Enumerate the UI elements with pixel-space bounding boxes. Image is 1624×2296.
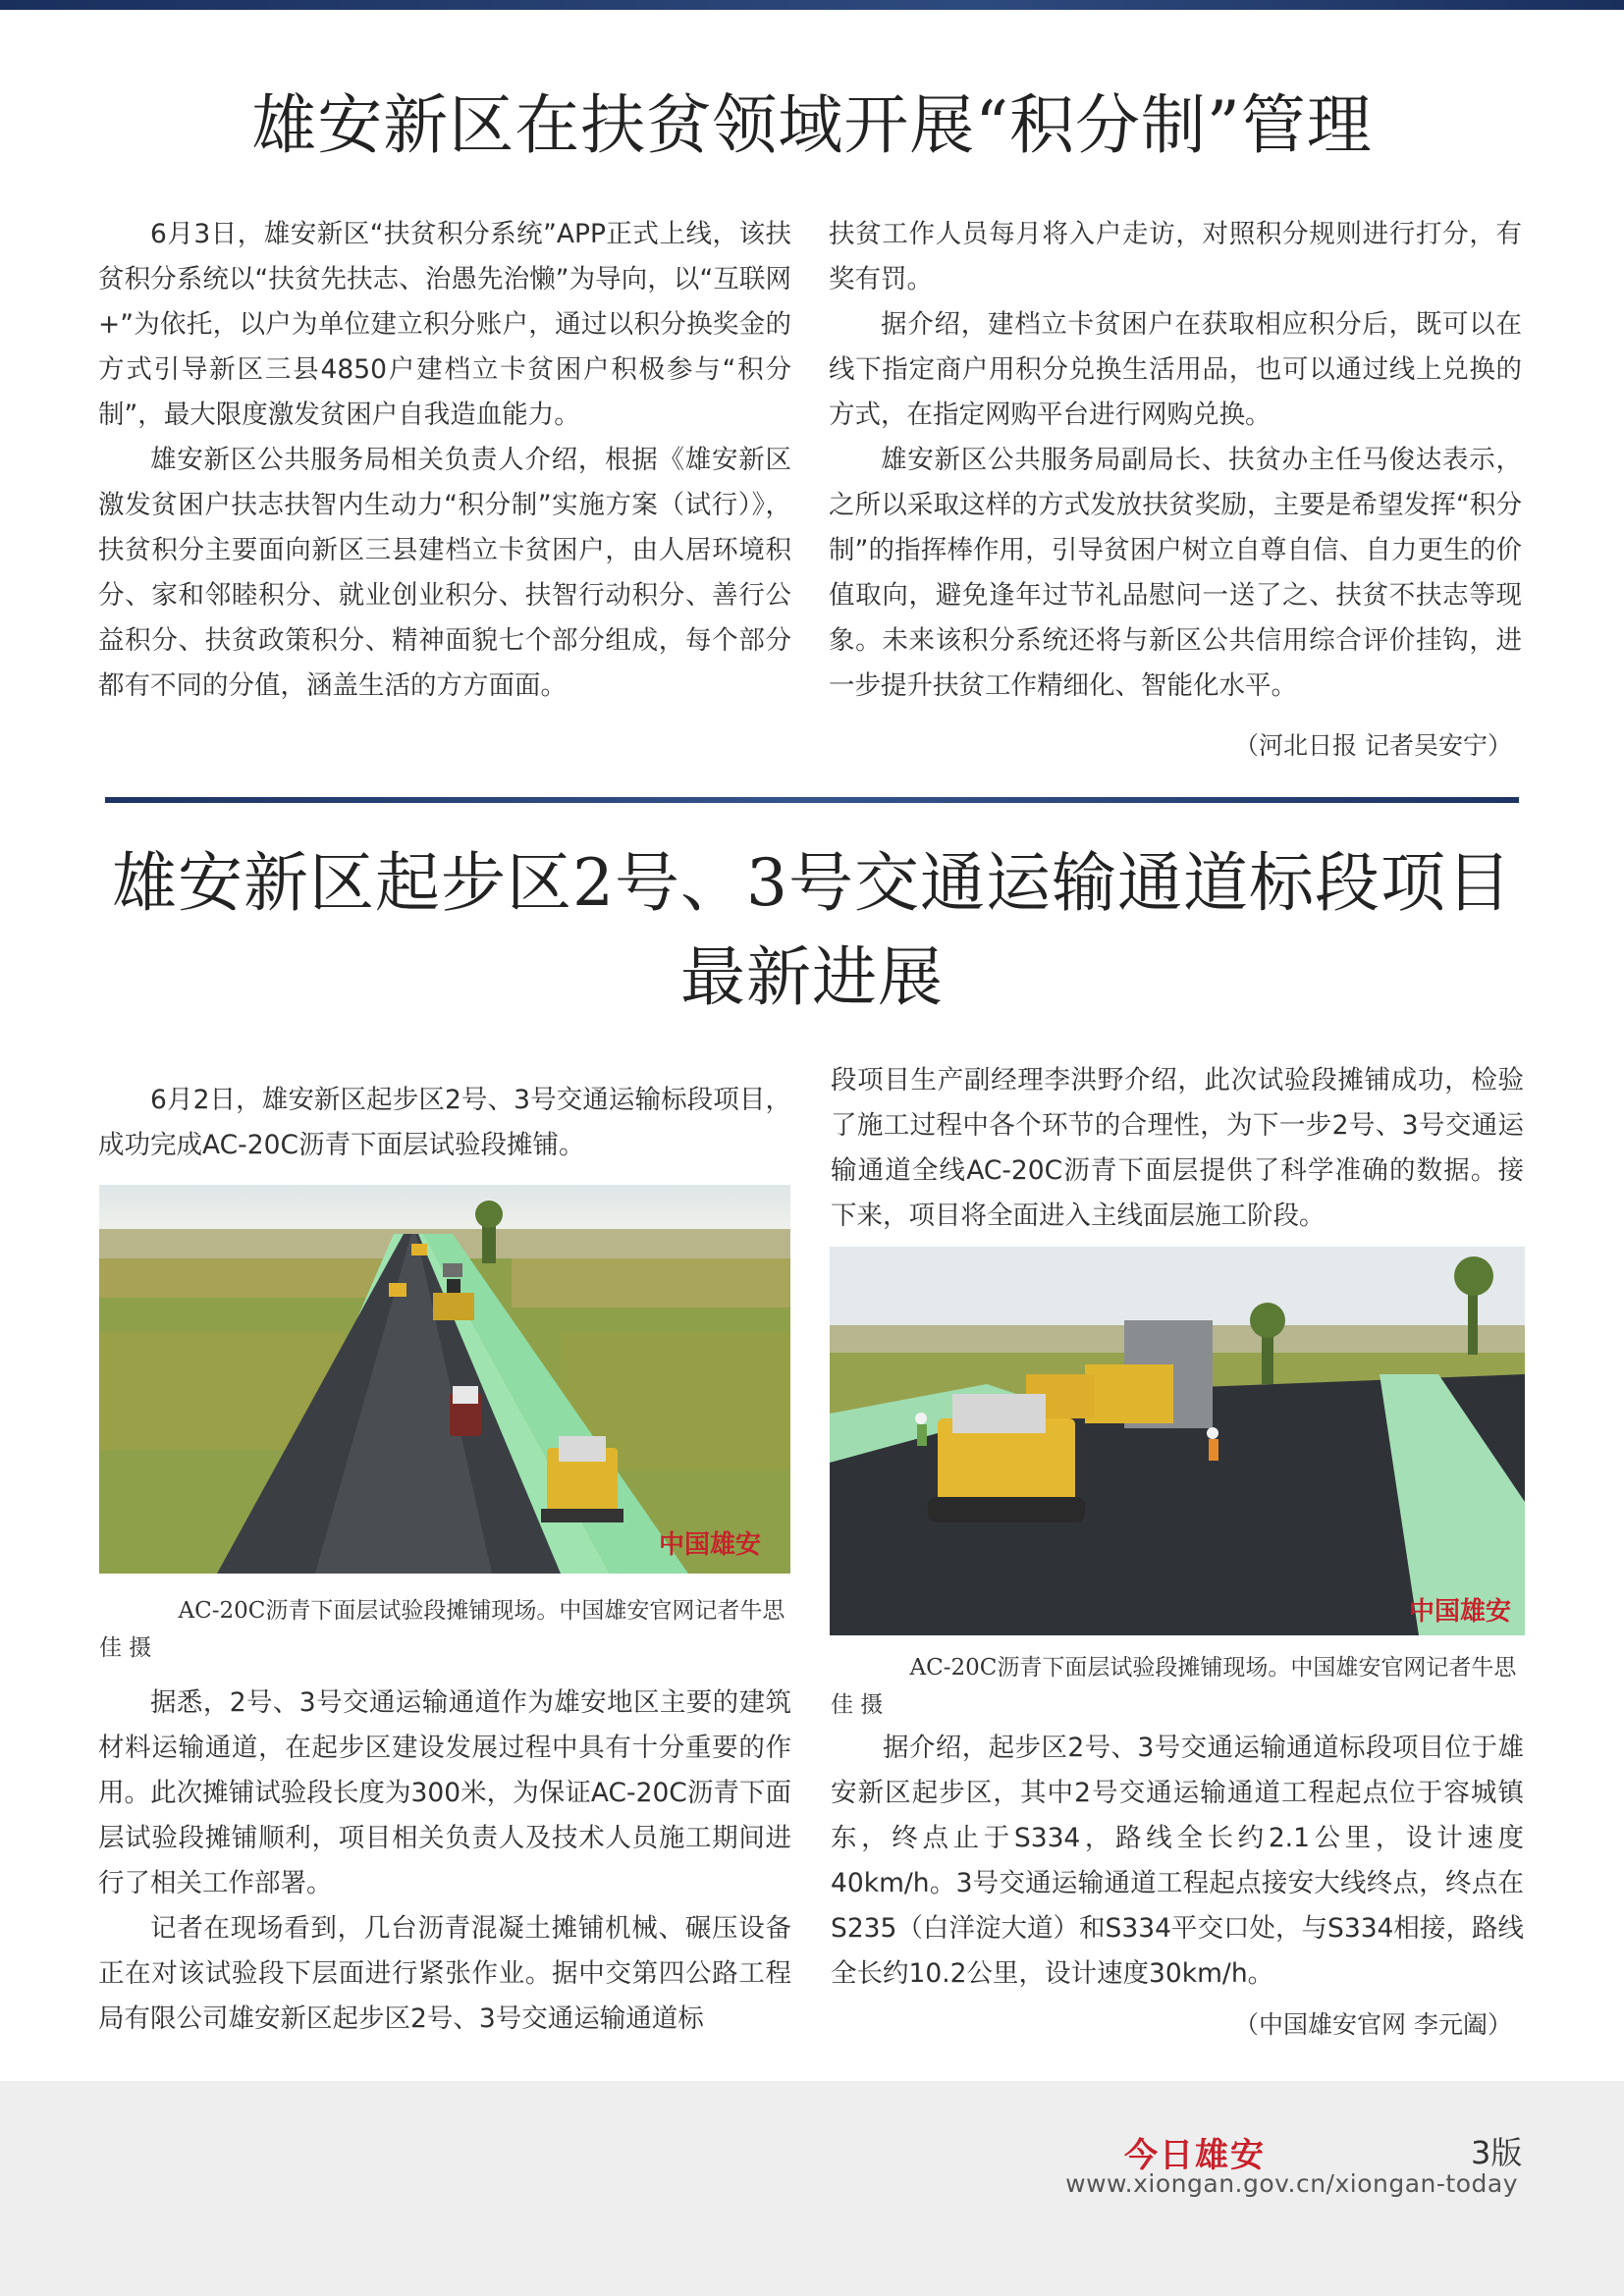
article2-paragraph-2: 记者在现场看到，几台沥青混凝土摊铺机械、碾压设备正在对该试验段下层面进行紧张作业。据中交第四公路工程局有限公司雄安新区起步区2号、3号交通运输通道标 — [98, 1913, 791, 2034]
article2-right-column — [831, 1726, 1524, 1997]
article1-right-column — [829, 212, 1522, 709]
photo2-caption: AC-20C沥青下面层试验段摊铺现场。中国雄安官网记者牛思佳 摄 — [831, 1655, 1517, 1718]
photo1-watermark: 中国雄安 — [659, 1530, 762, 1560]
paving-site-photo-1 — [99, 1185, 790, 1574]
top-accent-bar — [0, 0, 1624, 10]
publication-url[interactable]: www.xiongan.gov.cn/xiongan-today — [1065, 2169, 1518, 2198]
article2-title-line1: 雄安新区起步区2号、3号交通运输通道标段项目 — [112, 845, 1512, 921]
article1-paragraph-continuation: 扶贫工作人员每月将入户走访，对照积分规则进行打分，有奖有罚。 — [829, 219, 1522, 294]
article2-left-column — [98, 1681, 791, 2042]
article2-right-top-column — [831, 1058, 1524, 1239]
article2-paragraph-3: 据介绍，起步区2号、3号交通运输通道标段项目位于雄安新区起步区，其中2号交通运输通道工程起点位于容城镇东，终点止于S334，路线全长约2.1公里，设计速度40km/h。3号交通运输通道工程起点接安大线终点，终点在S235（白洋淀大道）和S334平交口处，与S334相接，路线全长约10.2公里，设计速度30km/h。 — [831, 1733, 1524, 1989]
paving-site-photo-2 — [830, 1247, 1525, 1635]
photo1-caption: AC-20C沥青下面层试验段摊铺现场。中国雄安官网记者牛思佳 摄 — [99, 1598, 785, 1661]
article2-paragraph-continuation: 段项目生产副经理李洪野介绍，此次试验段摊铺成功，检验了施工过程中各个环节的合理性，为下一步2号、3号交通运输通道全线AC-20C沥青下面层提供了科学准确的数据。接下来，项目将全面进入主线面层施工阶段。 — [831, 1065, 1524, 1231]
article1-title: 雄安新区在扶贫领域开展“积分制”管理 — [251, 87, 1373, 163]
article1-byline: （河北日报 记者吴安宁） — [1234, 731, 1512, 760]
article2-intro-paragraph: 6月2日，雄安新区起步区2号、3号交通运输标段项目，成功完成AC-20C沥青下面层试验段摊铺。 — [98, 1085, 791, 1160]
article2-intro-column — [98, 1078, 791, 1168]
article1-left-column — [98, 212, 791, 709]
article2-paragraph-1: 据悉，2号、3号交通运输通道作为雄安地区主要的建筑材料运输通道，在起步区建设发展过程中具有十分重要的作用。此次摊铺试验段长度为300米，为保证AC-20C沥青下面层试验段摊铺顺利，项目相关负责人及技术人员施工期间进行了相关工作部署。 — [98, 1687, 791, 1898]
section-divider — [105, 797, 1519, 803]
paving-aerial-illustration — [99, 1185, 790, 1574]
article2-title-line2: 最新进展 — [680, 939, 944, 1015]
publication-logo: 今日雄安 — [1124, 2136, 1266, 2175]
photo2-watermark: 中国雄安 — [1409, 1597, 1512, 1627]
article1-paragraph-3: 据介绍，建档立卡贫困户在获取相应积分后，既可以在线下指定商户用积分兑换生活用品，也可以通过线上兑换的方式，在指定网购平台进行网购兑换。 — [829, 309, 1522, 430]
article1-paragraph-1: 6月3日，雄安新区“扶贫积分系统”APP正式上线，该扶贫积分系统以“扶贫先扶志、治愚先治懒”为导向，以“互联网+”为依托，以户为单位建立积分账户，通过以积分换奖金的方式引导新区三县4850户建档立卡贫困户积极参与“积分制”，最大限度激发贫困户自我造血能力。 — [98, 219, 791, 430]
article1-paragraph-4: 雄安新区公共服务局副局长、扶贫办主任马俊达表示，之所以采取这样的方式发放扶贫奖励，主要是希望发挥“积分制”的指挥棒作用，引导贫困户树立自尊自信、自力更生的价值取向，避免逢年过节礼品慰问一送了之、扶贫不扶志等现象。未来该积分系统还将与新区公共信用综合评价挂钩，进一步提升扶贫工作精细化、智能化水平。 — [829, 445, 1522, 701]
roller-closeup-illustration — [830, 1247, 1525, 1635]
page-number: 3版 — [1471, 2134, 1523, 2171]
article1-paragraph-2: 雄安新区公共服务局相关负责人介绍，根据《雄安新区激发贫困户扶志扶智内生动力“积分制”实施方案（试行）》，扶贫积分主要面向新区三县建档立卡贫困户，由人居环境积分、家和邻睦积分、就业创业积分、扶智行动积分、善行公益积分、扶贫政策积分、精神面貌七个部分组成，每个部分都有不同的分值，涵盖生活的方方面面。 — [98, 445, 791, 701]
article2-byline: （中国雄安官网 李元阖） — [1234, 2010, 1512, 2039]
